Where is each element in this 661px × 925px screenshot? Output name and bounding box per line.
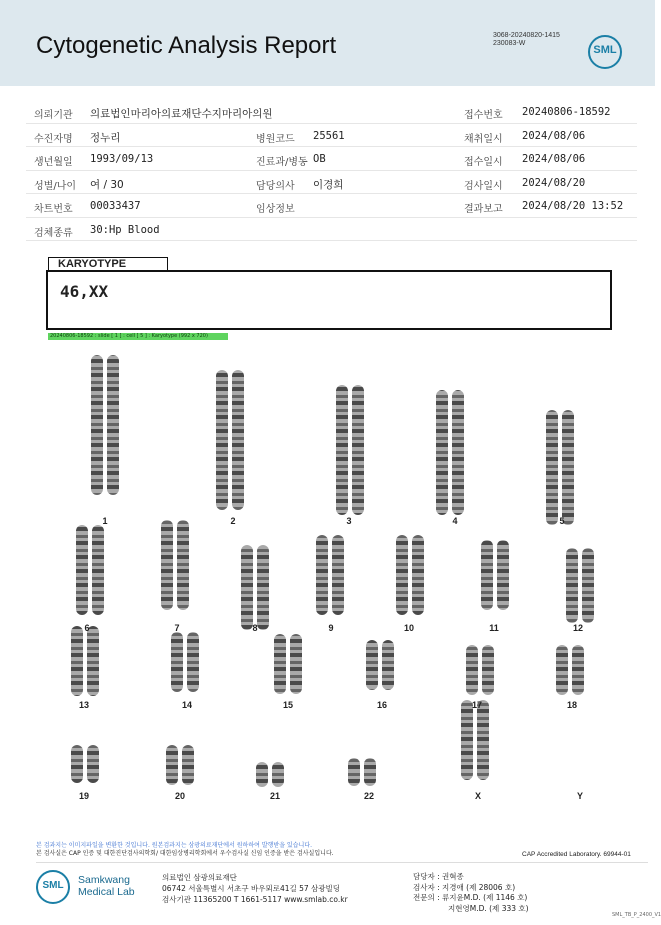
chromosome-10-b [412,535,424,615]
chromosome-11-b [497,540,509,610]
chromosome-20-b [182,745,194,785]
chromosome-12-b [582,548,594,623]
chromosome-6-b [92,525,104,615]
chromosome-X-b [477,700,489,780]
chromosome-14-b [187,632,199,692]
sml-logo-text: SML [593,44,617,56]
chromosome-label-12: 12 [572,623,583,633]
chromosome-label-3: 3 [346,516,352,526]
chromosome-21-a [256,762,268,787]
sex-age: 여 / 30 [90,178,124,191]
chromosome-label-22: 22 [363,791,374,801]
chromosome-label-9: 9 [328,623,334,633]
chromosome-label-5: 5 [559,516,565,526]
chromosome-label-13: 13 [78,700,89,710]
chromosome-12-a [566,548,578,623]
institution: 의료법인마리아의료재단수지마리아의원 [90,108,273,120]
chromosome-label-1: 1 [102,516,108,526]
chromosome-19-a [71,745,83,783]
info-row: 성별/나이 여 / 30 담당의사 이경희 검사일시 2024/08/20 [26,171,637,195]
chromosome-17-b [482,645,494,695]
chromosome-2-b [232,370,244,510]
chromosome-14-a [171,632,183,692]
lab-staff: 담당자 : 권혁종 검사자 : 지경애 (제 28006 호) 전문의 : 류지윤M.D. (제 1146 호) 지현영M.D. (제 333 호) [413,872,529,913]
document-id: 3068-20240820-1415 230083-W [493,32,560,47]
chromosome-4-a [436,390,448,515]
chromosome-8-a [241,545,253,630]
chromosome-15-b [290,634,302,694]
chromosome-2-a [216,370,228,510]
lab-address: 의료법인 삼광의료재단 06742 서울특별시 서초구 바우뫼로41길 57 삼광빌딩 검사기관 11365200 T 1661-5117 www.smlab.co.kr [162,873,348,904]
chromosome-1-a [91,355,103,495]
chromosome-4-b [452,390,464,515]
chromosome-5-b [562,410,574,525]
sml-footer-logo-text: SML [42,880,64,891]
info-row: 수진자명 정누리 병원코드 25561 채취일시 2024/08/06 [26,124,637,148]
chromosome-label-7: 7 [174,623,180,633]
receipt-date: 2024/08/06 [522,153,586,165]
chromosome-6-a [76,525,88,615]
doctor: 이경희 [313,178,344,191]
chromosome-18-a [556,645,568,695]
chromosome-label-18: 18 [566,700,577,710]
chromosome-label-2: 2 [230,516,236,526]
chromosome-22-b [364,758,376,786]
chromosome-13-a [71,626,83,696]
patient-info-table [26,100,637,241]
info-row: 생년월일 1993/09/13 진료과/병동 OB 접수일시 2024/08/06 [26,147,637,171]
chromosome-19-b [87,745,99,783]
chromosome-label-14: 14 [181,700,192,710]
report-date: 2024/08/20 13:52 [522,200,624,212]
chromosome-label-17: 17 [471,700,482,710]
chromosome-8-b [257,545,269,630]
chromosome-16-a [366,640,378,690]
chromosome-16-b [382,640,394,690]
footer-notice: 본 검과지는 이미지파일을 변환한 것입니다. 원본검과지는 삼광의료재단에서 원하하여 발행받을 있습니다. 본 검사실은 CAP 인증 및 대한진단검사의학회/ 대한임상병리학회에서 우수검사실 신임 인증을 받은 검사실입니다. [36,842,334,857]
chromosome-10-a [396,535,408,615]
report-header [0,0,655,86]
chromosome-drawings [71,355,594,787]
chromosome-label-21: 21 [269,791,280,801]
chromosome-5-a [546,410,558,525]
chromosome-7-b [177,520,189,610]
karyotype-value: 46,XX [60,282,109,301]
collection-date: 2024/08/06 [522,129,586,142]
form-code: SML_TB_P_2400_V1 [612,912,661,918]
test-date: 2024/08/20 [522,176,586,189]
patient-name: 정누리 [90,131,121,144]
karyotype-result-box [46,270,612,330]
chromosome-1-b [107,355,119,495]
chromosome-9-a [316,535,328,615]
chromosome-13-b [87,626,99,696]
chromosome-label-8: 8 [252,623,258,633]
slide-info-bar: 20240806-18592 : slide [ 1 ] : cell [ 5 ] : Karyotype (992 x 720) [48,333,228,340]
chromosome-label-11: 11 [489,623,499,633]
chromosome-20-a [166,745,178,785]
chromosome-label-10: 10 [403,623,414,633]
department: OB [313,153,326,165]
chromosome-label-4: 4 [452,516,458,526]
report-title: Cytogenetic Analysis Report [36,32,337,59]
chromosome-label-20: 20 [174,791,185,801]
specimen-type: 30:Hp Blood [90,223,160,236]
chromosome-X-a [461,700,473,780]
chromosome-label-15: 15 [282,700,293,710]
chromosome-label-Y: Y [576,791,583,801]
hospital-code: 25561 [313,129,345,142]
karyogram-image [40,345,630,815]
chromosome-22-a [348,758,360,786]
receipt-number: 20240806-18592 [522,106,611,118]
karyotype-label: KARYOTYPE [48,257,168,271]
birth-date: 1993/09/13 [90,153,154,165]
chromosome-label-19: 19 [78,791,89,801]
chromosome-15-a [274,634,286,694]
lab-name: Samkwang Medical Lab [78,874,135,898]
info-row: 차트번호 00033437 임상정보 결과보고 2024/08/20 13:52 [26,194,637,218]
chromosome-11-a [481,540,493,610]
info-row: 의뢰기관 의료법인마리아의료재단수지마리아의원 접수번호 20240806-18592 [26,100,637,124]
chromosome-3-b [352,385,364,515]
chromosome-21-b [272,762,284,787]
chromosome-9-b [332,535,344,615]
info-row: 검체종류 30:Hp Blood [26,218,637,242]
chromosome-label-6: 6 [84,623,90,633]
chromosome-17-a [466,645,478,695]
chromosome-label-X: X [474,791,481,801]
chromosome-7-a [161,520,173,610]
chromosome-18-b [572,645,584,695]
chromosome-3-a [336,385,348,515]
footer-divider [36,862,648,863]
chromosome-label-16: 16 [376,700,387,710]
chart-number: 00033437 [90,200,141,212]
cap-accreditation: CAP Accredited Laboratory. 69944-01 [522,851,631,858]
